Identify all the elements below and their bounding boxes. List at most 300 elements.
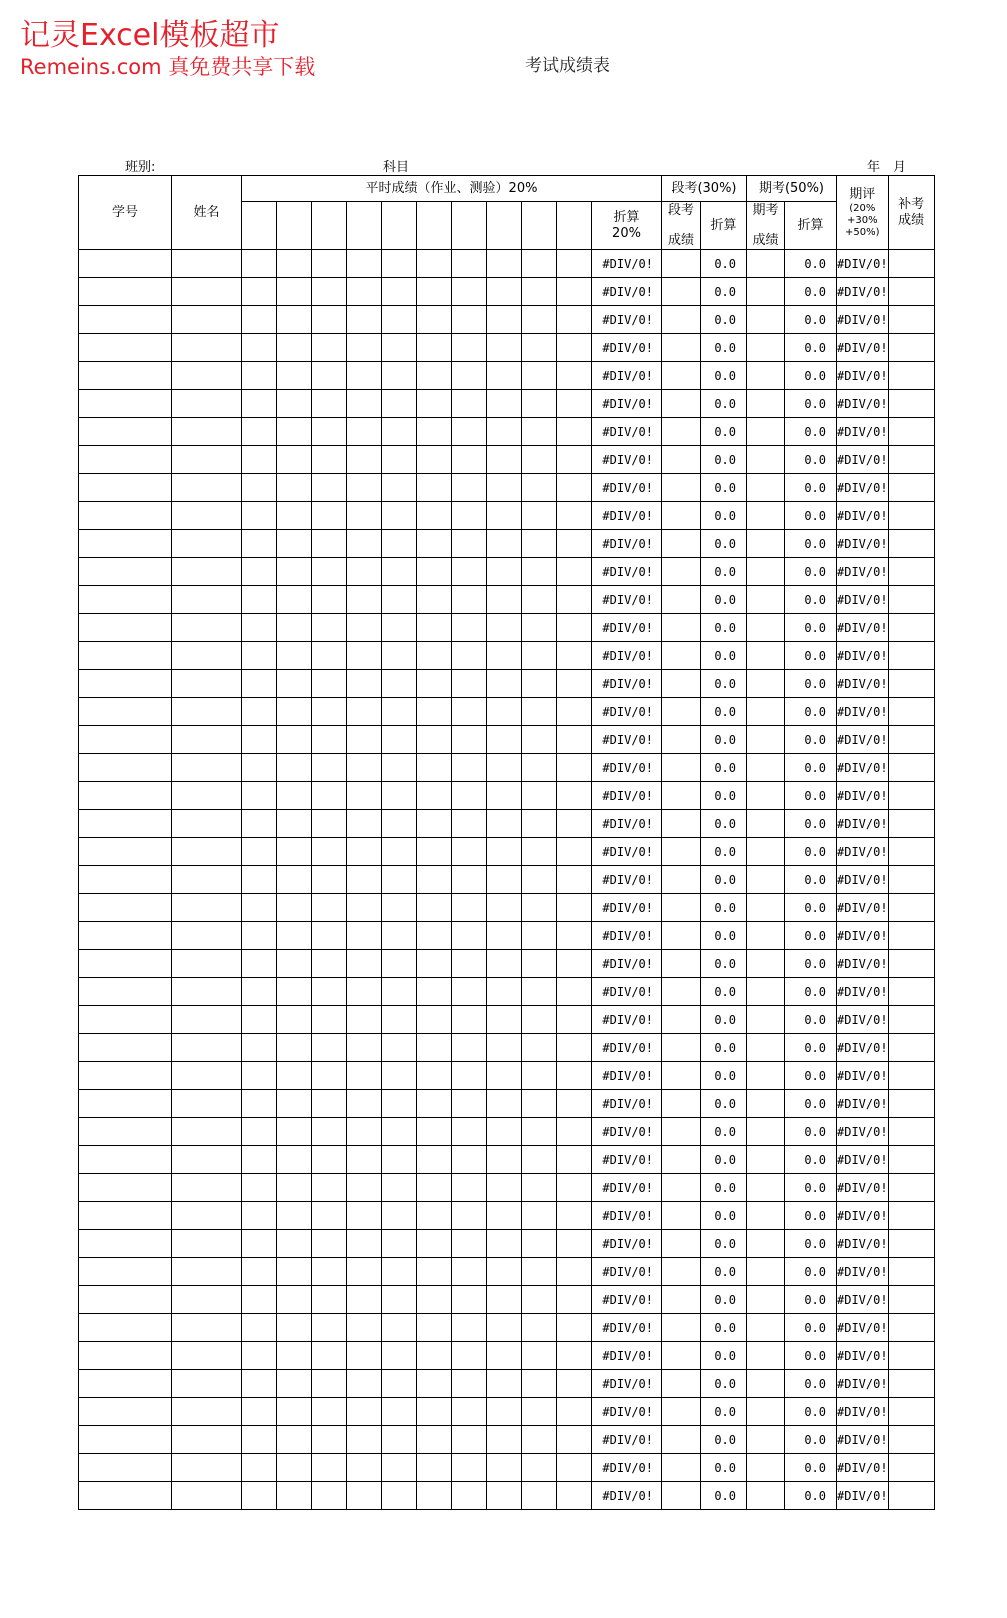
stage-convert-cell[interactable]: 0.0 (701, 474, 747, 502)
final-score-cell[interactable] (747, 1398, 785, 1426)
stage-score-cell[interactable] (662, 1034, 701, 1062)
regular-score-cell[interactable] (557, 1482, 592, 1510)
final-score-cell[interactable] (747, 390, 785, 418)
regular-score-cell[interactable] (417, 1258, 452, 1286)
regular-score-cell[interactable] (347, 1370, 382, 1398)
regular-score-cell[interactable] (242, 558, 277, 586)
name-cell[interactable] (172, 838, 242, 866)
name-cell[interactable] (172, 1090, 242, 1118)
regular-score-cell[interactable] (312, 1426, 347, 1454)
stage-convert-cell[interactable]: 0.0 (701, 922, 747, 950)
makeup-cell[interactable] (888, 1398, 934, 1426)
stage-convert-cell[interactable]: 0.0 (701, 614, 747, 642)
final-convert-cell[interactable]: 0.0 (785, 530, 837, 558)
regular-score-cell[interactable] (417, 1398, 452, 1426)
makeup-cell[interactable] (888, 1034, 934, 1062)
regular-score-cell[interactable] (277, 250, 312, 278)
stage-score-cell[interactable] (662, 1426, 701, 1454)
term-cell[interactable]: #DIV/0! (837, 1118, 889, 1146)
stage-convert-cell[interactable]: 0.0 (701, 1174, 747, 1202)
regular-score-cell[interactable] (557, 670, 592, 698)
regular-score-cell[interactable] (522, 250, 557, 278)
name-cell[interactable] (172, 1482, 242, 1510)
name-cell[interactable] (172, 754, 242, 782)
regular-score-cell[interactable] (347, 390, 382, 418)
regular-convert-cell[interactable]: #DIV/0! (592, 1370, 662, 1398)
term-cell[interactable]: #DIV/0! (837, 1314, 889, 1342)
final-score-cell[interactable] (747, 1118, 785, 1146)
term-cell[interactable]: #DIV/0! (837, 782, 889, 810)
regular-score-cell[interactable] (347, 1454, 382, 1482)
term-cell[interactable]: #DIV/0! (837, 278, 889, 306)
regular-convert-cell[interactable]: #DIV/0! (592, 1342, 662, 1370)
regular-score-cell[interactable] (242, 950, 277, 978)
regular-score-cell[interactable] (522, 586, 557, 614)
final-convert-cell[interactable]: 0.0 (785, 1230, 837, 1258)
final-convert-cell[interactable]: 0.0 (785, 1146, 837, 1174)
regular-score-cell[interactable] (242, 362, 277, 390)
final-convert-cell[interactable]: 0.0 (785, 698, 837, 726)
regular-score-cell[interactable] (522, 1034, 557, 1062)
regular-score-cell[interactable] (347, 1398, 382, 1426)
regular-score-cell[interactable] (312, 278, 347, 306)
makeup-cell[interactable] (888, 754, 934, 782)
term-cell[interactable]: #DIV/0! (837, 670, 889, 698)
regular-score-cell[interactable] (382, 1342, 417, 1370)
regular-score-cell[interactable] (277, 950, 312, 978)
student-id-cell[interactable] (79, 250, 172, 278)
regular-score-cell[interactable] (382, 1258, 417, 1286)
stage-convert-cell[interactable]: 0.0 (701, 502, 747, 530)
regular-convert-cell[interactable]: #DIV/0! (592, 670, 662, 698)
term-cell[interactable]: #DIV/0! (837, 586, 889, 614)
stage-score-cell[interactable] (662, 1090, 701, 1118)
stage-convert-cell[interactable]: 0.0 (701, 670, 747, 698)
regular-score-cell[interactable] (277, 1370, 312, 1398)
regular-score-cell[interactable] (417, 614, 452, 642)
regular-convert-cell[interactable]: #DIV/0! (592, 1230, 662, 1258)
regular-score-cell[interactable] (382, 1286, 417, 1314)
regular-score-cell[interactable] (242, 1146, 277, 1174)
final-convert-cell[interactable]: 0.0 (785, 278, 837, 306)
regular-score-cell[interactable] (557, 810, 592, 838)
regular-score-cell[interactable] (242, 1314, 277, 1342)
term-cell[interactable]: #DIV/0! (837, 642, 889, 670)
regular-score-cell[interactable] (347, 614, 382, 642)
regular-score-cell[interactable] (242, 334, 277, 362)
final-convert-cell[interactable]: 0.0 (785, 362, 837, 390)
stage-score-cell[interactable] (662, 642, 701, 670)
term-cell[interactable]: #DIV/0! (837, 614, 889, 642)
regular-score-cell[interactable] (242, 418, 277, 446)
student-id-cell[interactable] (79, 782, 172, 810)
regular-convert-cell[interactable]: #DIV/0! (592, 418, 662, 446)
regular-score-cell[interactable] (452, 782, 487, 810)
regular-score-cell[interactable] (452, 306, 487, 334)
regular-score-cell[interactable] (557, 418, 592, 446)
name-cell[interactable] (172, 1118, 242, 1146)
regular-score-cell[interactable] (347, 726, 382, 754)
regular-score-cell[interactable] (557, 278, 592, 306)
regular-convert-cell[interactable]: #DIV/0! (592, 1202, 662, 1230)
regular-convert-cell[interactable]: #DIV/0! (592, 754, 662, 782)
term-cell[interactable]: #DIV/0! (837, 1370, 889, 1398)
regular-score-cell[interactable] (487, 1398, 522, 1426)
regular-score-cell[interactable] (382, 1370, 417, 1398)
regular-score-cell[interactable] (522, 1174, 557, 1202)
regular-score-cell[interactable] (382, 642, 417, 670)
student-id-cell[interactable] (79, 1258, 172, 1286)
term-cell[interactable]: #DIV/0! (837, 502, 889, 530)
regular-score-cell[interactable] (277, 1174, 312, 1202)
regular-score-cell[interactable] (487, 894, 522, 922)
regular-score-cell[interactable] (277, 1006, 312, 1034)
student-id-cell[interactable] (79, 1230, 172, 1258)
regular-score-cell[interactable] (417, 810, 452, 838)
regular-score-cell[interactable] (522, 950, 557, 978)
regular-score-cell[interactable] (277, 866, 312, 894)
regular-score-cell[interactable] (277, 446, 312, 474)
regular-score-cell[interactable] (312, 838, 347, 866)
final-convert-cell[interactable]: 0.0 (785, 1090, 837, 1118)
stage-score-cell[interactable] (662, 390, 701, 418)
regular-score-cell[interactable] (452, 418, 487, 446)
regular-score-cell[interactable] (452, 1342, 487, 1370)
term-cell[interactable]: #DIV/0! (837, 390, 889, 418)
regular-score-cell[interactable] (487, 1062, 522, 1090)
regular-score-cell[interactable] (557, 698, 592, 726)
regular-score-cell[interactable] (382, 1454, 417, 1482)
makeup-cell[interactable] (888, 670, 934, 698)
regular-score-cell[interactable] (242, 1006, 277, 1034)
regular-score-cell[interactable] (417, 362, 452, 390)
name-cell[interactable] (172, 558, 242, 586)
regular-score-cell[interactable] (242, 838, 277, 866)
final-score-cell[interactable] (747, 726, 785, 754)
regular-score-cell[interactable] (277, 1286, 312, 1314)
regular-score-cell[interactable] (452, 250, 487, 278)
stage-score-cell[interactable] (662, 1006, 701, 1034)
regular-score-cell[interactable] (312, 810, 347, 838)
regular-score-cell[interactable] (487, 1314, 522, 1342)
term-cell[interactable]: #DIV/0! (837, 810, 889, 838)
regular-score-cell[interactable] (382, 558, 417, 586)
stage-score-cell[interactable] (662, 362, 701, 390)
stage-convert-cell[interactable]: 0.0 (701, 782, 747, 810)
regular-score-cell[interactable] (417, 334, 452, 362)
final-score-cell[interactable] (747, 1202, 785, 1230)
regular-score-cell[interactable] (312, 698, 347, 726)
final-convert-cell[interactable]: 0.0 (785, 1482, 837, 1510)
regular-score-cell[interactable] (522, 1370, 557, 1398)
stage-score-cell[interactable] (662, 810, 701, 838)
regular-score-cell[interactable] (487, 670, 522, 698)
makeup-cell[interactable] (888, 362, 934, 390)
regular-score-cell[interactable] (557, 978, 592, 1006)
final-convert-cell[interactable]: 0.0 (785, 1454, 837, 1482)
regular-score-cell[interactable] (487, 1342, 522, 1370)
term-cell[interactable]: #DIV/0! (837, 1230, 889, 1258)
makeup-cell[interactable] (888, 1314, 934, 1342)
regular-score-cell[interactable] (242, 670, 277, 698)
regular-convert-cell[interactable]: #DIV/0! (592, 1006, 662, 1034)
regular-score-cell[interactable] (487, 558, 522, 586)
final-score-cell[interactable] (747, 614, 785, 642)
student-id-cell[interactable] (79, 502, 172, 530)
regular-score-cell[interactable] (347, 754, 382, 782)
final-score-cell[interactable] (747, 950, 785, 978)
regular-score-cell[interactable] (417, 866, 452, 894)
stage-convert-cell[interactable]: 0.0 (701, 838, 747, 866)
regular-score-cell[interactable] (557, 474, 592, 502)
final-convert-cell[interactable]: 0.0 (785, 1062, 837, 1090)
regular-score-cell[interactable] (452, 586, 487, 614)
regular-score-cell[interactable] (417, 1426, 452, 1454)
regular-score-cell[interactable] (312, 1174, 347, 1202)
makeup-cell[interactable] (888, 1258, 934, 1286)
student-id-cell[interactable] (79, 586, 172, 614)
regular-score-cell[interactable] (487, 1286, 522, 1314)
regular-score-cell[interactable] (522, 474, 557, 502)
regular-score-cell[interactable] (487, 1482, 522, 1510)
regular-score-cell[interactable] (382, 978, 417, 1006)
regular-score-cell[interactable] (452, 1118, 487, 1146)
term-cell[interactable]: #DIV/0! (837, 1034, 889, 1062)
regular-score-cell[interactable] (277, 922, 312, 950)
regular-score-cell[interactable] (347, 922, 382, 950)
regular-score-cell[interactable] (382, 1426, 417, 1454)
regular-score-cell[interactable] (312, 558, 347, 586)
final-convert-cell[interactable]: 0.0 (785, 1398, 837, 1426)
name-cell[interactable] (172, 1034, 242, 1062)
final-convert-cell[interactable]: 0.0 (785, 1342, 837, 1370)
regular-score-cell[interactable] (277, 782, 312, 810)
regular-score-cell[interactable] (452, 1398, 487, 1426)
regular-score-cell[interactable] (557, 1426, 592, 1454)
name-cell[interactable] (172, 1258, 242, 1286)
final-score-cell[interactable] (747, 586, 785, 614)
makeup-cell[interactable] (888, 390, 934, 418)
regular-score-cell[interactable] (312, 1034, 347, 1062)
regular-score-cell[interactable] (557, 1370, 592, 1398)
regular-score-cell[interactable] (347, 866, 382, 894)
regular-score-cell[interactable] (452, 530, 487, 558)
student-id-cell[interactable] (79, 558, 172, 586)
name-cell[interactable] (172, 278, 242, 306)
regular-score-cell[interactable] (487, 362, 522, 390)
regular-score-cell[interactable] (487, 1146, 522, 1174)
name-cell[interactable] (172, 1174, 242, 1202)
stage-convert-cell[interactable]: 0.0 (701, 334, 747, 362)
makeup-cell[interactable] (888, 1202, 934, 1230)
regular-score-cell[interactable] (382, 1314, 417, 1342)
regular-score-cell[interactable] (382, 922, 417, 950)
regular-score-cell[interactable] (277, 1398, 312, 1426)
stage-score-cell[interactable] (662, 1258, 701, 1286)
makeup-cell[interactable] (888, 810, 934, 838)
regular-score-cell[interactable] (242, 726, 277, 754)
regular-score-cell[interactable] (347, 642, 382, 670)
final-score-cell[interactable] (747, 1426, 785, 1454)
regular-score-cell[interactable] (347, 1146, 382, 1174)
regular-score-cell[interactable] (347, 306, 382, 334)
regular-score-cell[interactable] (487, 390, 522, 418)
makeup-cell[interactable] (888, 1230, 934, 1258)
regular-score-cell[interactable] (312, 334, 347, 362)
makeup-cell[interactable] (888, 502, 934, 530)
name-cell[interactable] (172, 390, 242, 418)
stage-score-cell[interactable] (662, 1062, 701, 1090)
final-score-cell[interactable] (747, 1090, 785, 1118)
regular-score-cell[interactable] (277, 1146, 312, 1174)
stage-convert-cell[interactable]: 0.0 (701, 1006, 747, 1034)
regular-score-cell[interactable] (382, 810, 417, 838)
regular-score-cell[interactable] (382, 502, 417, 530)
regular-score-cell[interactable] (277, 418, 312, 446)
regular-score-cell[interactable] (417, 1146, 452, 1174)
regular-score-cell[interactable] (312, 670, 347, 698)
makeup-cell[interactable] (888, 1174, 934, 1202)
stage-score-cell[interactable] (662, 418, 701, 446)
stage-convert-cell[interactable]: 0.0 (701, 866, 747, 894)
regular-score-cell[interactable] (417, 1006, 452, 1034)
student-id-cell[interactable] (79, 950, 172, 978)
regular-score-cell[interactable] (417, 1034, 452, 1062)
regular-score-cell[interactable] (452, 474, 487, 502)
regular-score-cell[interactable] (417, 1286, 452, 1314)
makeup-cell[interactable] (888, 1342, 934, 1370)
regular-score-cell[interactable] (347, 1090, 382, 1118)
regular-score-cell[interactable] (487, 1370, 522, 1398)
stage-convert-cell[interactable]: 0.0 (701, 1258, 747, 1286)
final-score-cell[interactable] (747, 334, 785, 362)
regular-score-cell[interactable] (417, 950, 452, 978)
regular-score-cell[interactable] (417, 250, 452, 278)
regular-score-cell[interactable] (522, 306, 557, 334)
regular-score-cell[interactable] (522, 1426, 557, 1454)
regular-score-cell[interactable] (242, 586, 277, 614)
regular-score-cell[interactable] (417, 1230, 452, 1258)
regular-score-cell[interactable] (522, 698, 557, 726)
regular-score-cell[interactable] (312, 1090, 347, 1118)
regular-score-cell[interactable] (312, 1370, 347, 1398)
regular-score-cell[interactable] (382, 586, 417, 614)
regular-score-cell[interactable] (417, 698, 452, 726)
makeup-cell[interactable] (888, 558, 934, 586)
regular-convert-cell[interactable]: #DIV/0! (592, 390, 662, 418)
regular-score-cell[interactable] (277, 726, 312, 754)
regular-score-cell[interactable] (312, 950, 347, 978)
term-cell[interactable]: #DIV/0! (837, 726, 889, 754)
name-cell[interactable] (172, 614, 242, 642)
stage-score-cell[interactable] (662, 306, 701, 334)
regular-convert-cell[interactable]: #DIV/0! (592, 1398, 662, 1426)
regular-convert-cell[interactable]: #DIV/0! (592, 922, 662, 950)
term-cell[interactable]: #DIV/0! (837, 1258, 889, 1286)
regular-score-cell[interactable] (522, 782, 557, 810)
final-score-cell[interactable] (747, 250, 785, 278)
regular-score-cell[interactable] (277, 1034, 312, 1062)
regular-score-cell[interactable] (487, 782, 522, 810)
regular-score-cell[interactable] (382, 866, 417, 894)
term-cell[interactable]: #DIV/0! (837, 754, 889, 782)
stage-score-cell[interactable] (662, 1342, 701, 1370)
regular-score-cell[interactable] (312, 1258, 347, 1286)
name-cell[interactable] (172, 1342, 242, 1370)
regular-score-cell[interactable] (242, 1202, 277, 1230)
stage-convert-cell[interactable]: 0.0 (701, 558, 747, 586)
student-id-cell[interactable] (79, 1174, 172, 1202)
regular-score-cell[interactable] (242, 754, 277, 782)
regular-score-cell[interactable] (312, 1062, 347, 1090)
makeup-cell[interactable] (888, 250, 934, 278)
regular-score-cell[interactable] (277, 1090, 312, 1118)
regular-score-cell[interactable] (487, 1426, 522, 1454)
regular-score-cell[interactable] (382, 1062, 417, 1090)
regular-score-cell[interactable] (522, 978, 557, 1006)
regular-score-cell[interactable] (452, 1202, 487, 1230)
makeup-cell[interactable] (888, 614, 934, 642)
term-cell[interactable]: #DIV/0! (837, 866, 889, 894)
regular-score-cell[interactable] (347, 838, 382, 866)
regular-score-cell[interactable] (417, 922, 452, 950)
regular-score-cell[interactable] (522, 1454, 557, 1482)
regular-score-cell[interactable] (312, 474, 347, 502)
regular-score-cell[interactable] (347, 1174, 382, 1202)
regular-score-cell[interactable] (557, 642, 592, 670)
regular-score-cell[interactable] (557, 922, 592, 950)
regular-convert-cell[interactable]: #DIV/0! (592, 894, 662, 922)
regular-score-cell[interactable] (242, 1342, 277, 1370)
regular-score-cell[interactable] (347, 250, 382, 278)
stage-score-cell[interactable] (662, 250, 701, 278)
name-cell[interactable] (172, 698, 242, 726)
stage-convert-cell[interactable]: 0.0 (701, 1426, 747, 1454)
final-convert-cell[interactable]: 0.0 (785, 810, 837, 838)
regular-score-cell[interactable] (382, 390, 417, 418)
stage-score-cell[interactable] (662, 1454, 701, 1482)
final-score-cell[interactable] (747, 306, 785, 334)
regular-score-cell[interactable] (452, 1174, 487, 1202)
regular-score-cell[interactable] (242, 1370, 277, 1398)
regular-score-cell[interactable] (452, 278, 487, 306)
regular-score-cell[interactable] (557, 446, 592, 474)
term-cell[interactable]: #DIV/0! (837, 474, 889, 502)
stage-convert-cell[interactable]: 0.0 (701, 978, 747, 1006)
name-cell[interactable] (172, 474, 242, 502)
regular-score-cell[interactable] (417, 1342, 452, 1370)
regular-score-cell[interactable] (557, 558, 592, 586)
regular-score-cell[interactable] (452, 1230, 487, 1258)
regular-convert-cell[interactable]: #DIV/0! (592, 334, 662, 362)
regular-score-cell[interactable] (277, 614, 312, 642)
student-id-cell[interactable] (79, 642, 172, 670)
term-cell[interactable]: #DIV/0! (837, 1398, 889, 1426)
regular-score-cell[interactable] (277, 558, 312, 586)
regular-score-cell[interactable] (277, 1314, 312, 1342)
regular-convert-cell[interactable]: #DIV/0! (592, 1062, 662, 1090)
regular-score-cell[interactable] (242, 810, 277, 838)
regular-score-cell[interactable] (452, 334, 487, 362)
stage-convert-cell[interactable]: 0.0 (701, 754, 747, 782)
student-id-cell[interactable] (79, 1202, 172, 1230)
regular-convert-cell[interactable]: #DIV/0! (592, 362, 662, 390)
regular-score-cell[interactable] (557, 1454, 592, 1482)
stage-score-cell[interactable] (662, 1118, 701, 1146)
regular-convert-cell[interactable]: #DIV/0! (592, 1314, 662, 1342)
regular-score-cell[interactable] (312, 418, 347, 446)
final-score-cell[interactable] (747, 978, 785, 1006)
